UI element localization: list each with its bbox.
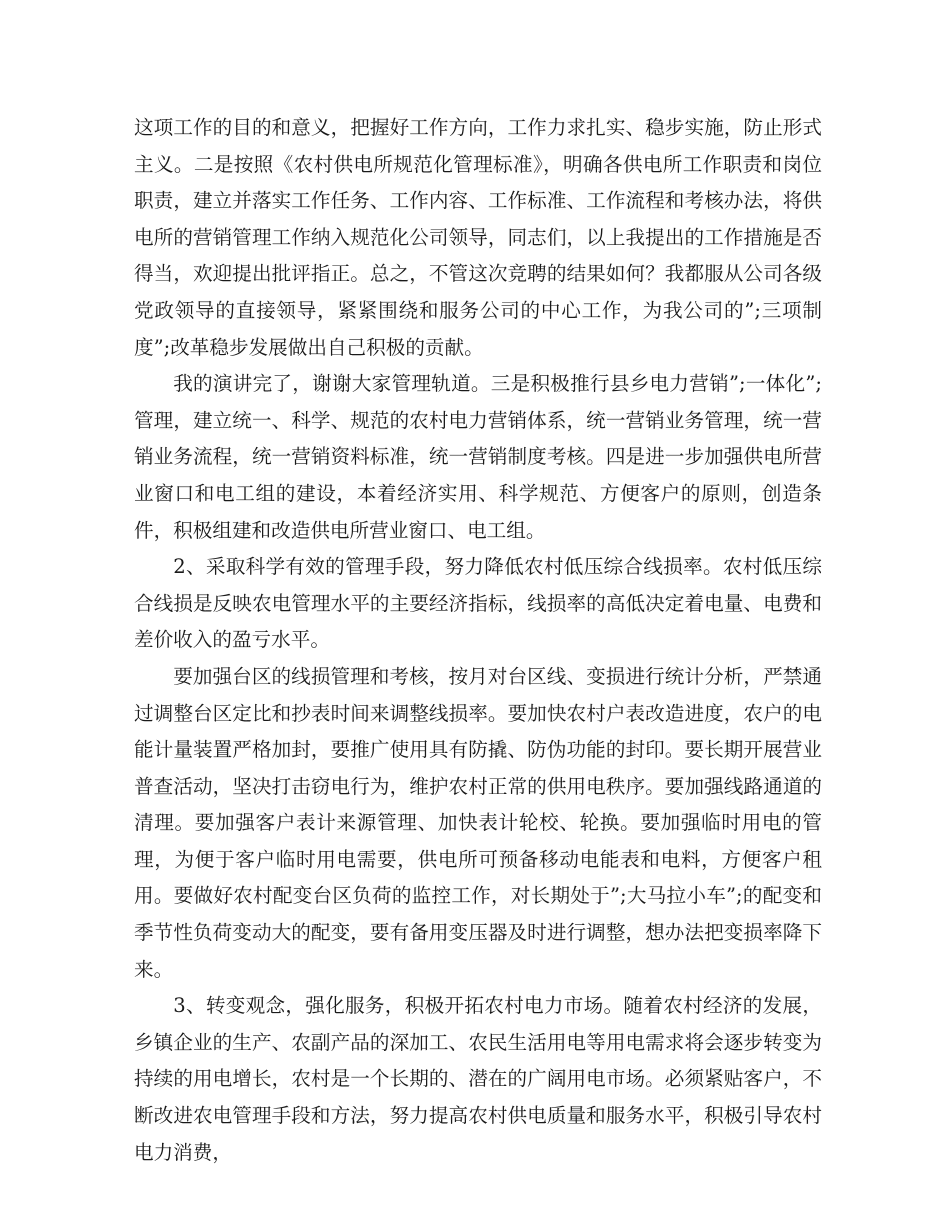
document-body: [134, 110, 822, 1171]
paragraph-5: 3、转变观念，强化服务，积极开拓农村电力市场。随着农村经济的发展，乡镇企业的生产、农副产品的深加工、农民生活用电等用电需求将会逐步转变为持续的用电增长，农村是一个长期的、潜在的广阔用电市场。必须紧贴客户，不断改进农电管理手段和方法，努力提高农村供电质量和服务水平，积极引导农村电力消费，: [134, 994, 822, 1164]
paragraph-2: 我的演讲完了，谢谢大家管理轨道。三是积极推行县乡电力营销”;一体化”;管理，建立统一、科学、规范的农村电力营销体系，统一营销业务管理，统一营销业务流程，统一营销资料标准，统一营销制度考核。四是进一步加强供电所营业窗口和电工组的建设，本着经济实用、科学规范、方便客户的原则，创造条件，积极组建和改造供电所营业窗口、电工组。: [134, 372, 822, 542]
paragraph-3: 2、采取科学有效的管理手段，努力降低农村低压综合线损率。农村低压综合线损是反映农电管理水平的主要经济指标，线损率的高低决定着电量、电费和差价收入的盈亏水平。: [134, 555, 822, 652]
paragraph-1: 这项工作的目的和意义，把握好工作方向，工作力求扎实、稳步实施，防止形式主义。二是按照《农村供电所规范化管理标准》，明确各供电所工作职责和岗位职责，建立并落实工作任务、工作内容、工作标准、工作流程和考核办法，将供电所的营销管理工作纳入规范化公司领导，同志们，以上我提出的工作措施是否得当，欢迎提出批评指正。总之，不管这次竞聘的结果如何？我都服从公司各级党政领导的直接领导，紧紧围绕和服务公司的中心工作，为我公司的”;三项制度”;改革稳步发展做出自己积极的贡献。: [134, 116, 822, 359]
paragraph-4: 要加强台区的线损管理和考核，按月对台区线、变损进行统计分析，严禁通过调整台区定比和抄表时间来调整线损率。要加快农村户表改造进度，农户的电能计量装置严格加封，要推广使用具有防撬、防伪功能的封印。要长期开展营业普查活动，坚决打击窃电行为，维护农村正常的供用电秩序。要加强线路通道的清理。要加强客户表计来源管理、加快表计轮校、轮换。要加强临时用电的管理，为便于客户临时用电需要，供电所可预备移动电能表和电料，方便客户租用。要做好农村配变台区负荷的监控工作，对长期处于”;大马拉小车”;的配变和季节性负荷变动大的配变，要有备用变压器及时进行调整，想办法把变损率降下来。: [134, 664, 822, 981]
